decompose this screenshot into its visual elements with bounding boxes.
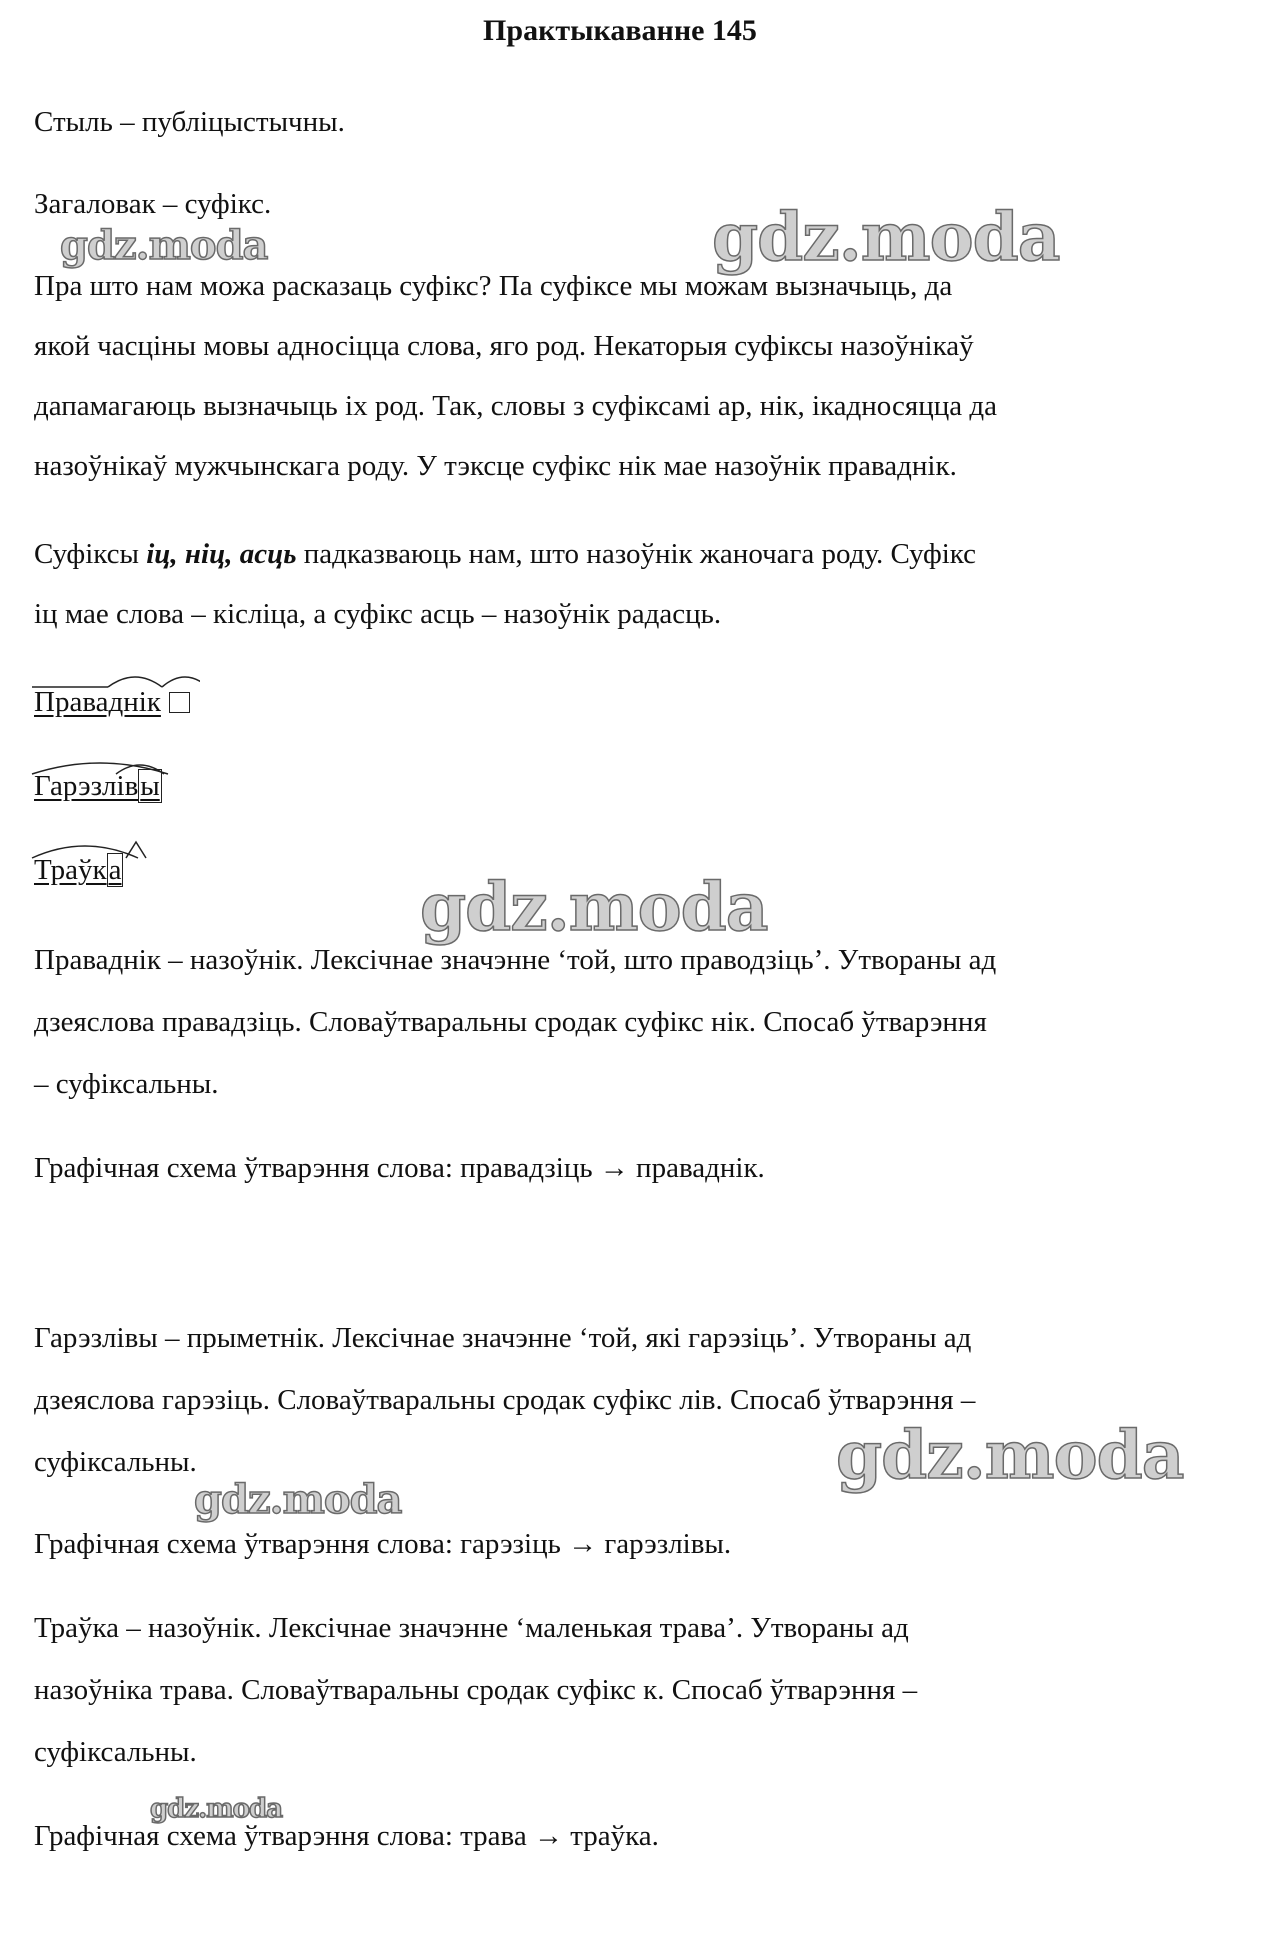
- style-line: Стыль – публіцыстычны.: [34, 106, 345, 138]
- ending-box: ы: [140, 770, 160, 802]
- scheme-line: Графічная схема ўтварэння слова: правадзіць → праваднік.: [34, 1152, 765, 1184]
- para1-line: назоўнікаў мужчынскага роду. У тэксце суфікс нік мае назоўнік праваднік.: [34, 450, 957, 482]
- heading-line: Загаловак – суфікс.: [34, 188, 272, 220]
- page-title: Практыкаванне 145: [483, 14, 757, 47]
- analysis3-line: назоўніка трава. Словаўтваральны сродак суфікс к. Спосаб ўтварэння –: [34, 1674, 918, 1706]
- scheme-line: Графічная схема ўтварэння слова: трава → траўка.: [34, 1820, 659, 1852]
- analysis2-line: Гарэзлівы – прыметнік. Лексічнае значэнне ‘той, які гарэзіць’. Утвораны ад: [34, 1322, 972, 1354]
- word-praradnik: Праваднік: [34, 686, 161, 718]
- para1-line: дапамагаюць вызначыць іх род. Так, словы з суфіксамі ар, нік, ікадносяцца да: [34, 390, 998, 422]
- watermark: gdz.moda: [420, 868, 768, 946]
- watermark: gdz.moda: [60, 222, 268, 269]
- word-stem: Гарэзлів: [34, 770, 139, 802]
- watermark: gdz.moda: [836, 1416, 1184, 1494]
- zero-ending-box: [169, 692, 190, 713]
- morpheme-word-3: [34, 852, 123, 888]
- watermark: gdz.moda: [712, 198, 1060, 276]
- para2-start: Суфіксы: [34, 538, 147, 570]
- para2-line: іц мае слова – кісліца, а суфікс асць – назоўнік радасць.: [34, 598, 722, 630]
- morpheme-word-2: [34, 768, 162, 804]
- ending-box: а: [108, 854, 122, 886]
- watermark: gdz.moda: [150, 1794, 283, 1824]
- para1-line: якой часціны мовы адносіцца слова, яго род. Некаторыя суфіксы назоўнікаў: [34, 330, 974, 362]
- para2-rest: падказваюць нам, што назоўнік жаночага роду. Суфікс: [296, 538, 977, 570]
- para2-line: [34, 536, 976, 572]
- suffix-mark: [126, 842, 146, 858]
- analysis3-line: Траўка – назоўнік. Лексічнае значэнне ‘маленькая трава’. Утвораны ад: [34, 1612, 909, 1644]
- morpheme-word-1: [34, 684, 190, 720]
- analysis2-line: суфіксальны.: [34, 1446, 197, 1478]
- word-stem: Траўк: [34, 854, 107, 886]
- analysis1-line: – суфіксальны.: [34, 1068, 219, 1100]
- scheme-line: Графічная схема ўтварэння слова: гарэзіць → гарэзлівы.: [34, 1528, 732, 1560]
- analysis2-line: дзеяслова гарэзіць. Словаўтваральны сродак суфікс лів. Спосаб ўтварэння –: [34, 1384, 976, 1416]
- watermark: gdz.moda: [194, 1476, 402, 1523]
- analysis1-line: Праваднік – назоўнік. Лексічнае значэнне ‘той, што праводзіць’. Утвораны ад: [34, 944, 997, 976]
- analysis3-line: суфіксальны.: [34, 1736, 197, 1768]
- suffix-list: іц, ніц, асць: [146, 538, 297, 570]
- analysis1-line: дзеяслова правадзіць. Словаўтваральны сродак суфікс нік. Спосаб ўтварэння: [34, 1006, 987, 1038]
- para1-line: Пра што нам можа расказаць суфікс? Па суфіксе мы можам вызначыць, да: [34, 270, 953, 302]
